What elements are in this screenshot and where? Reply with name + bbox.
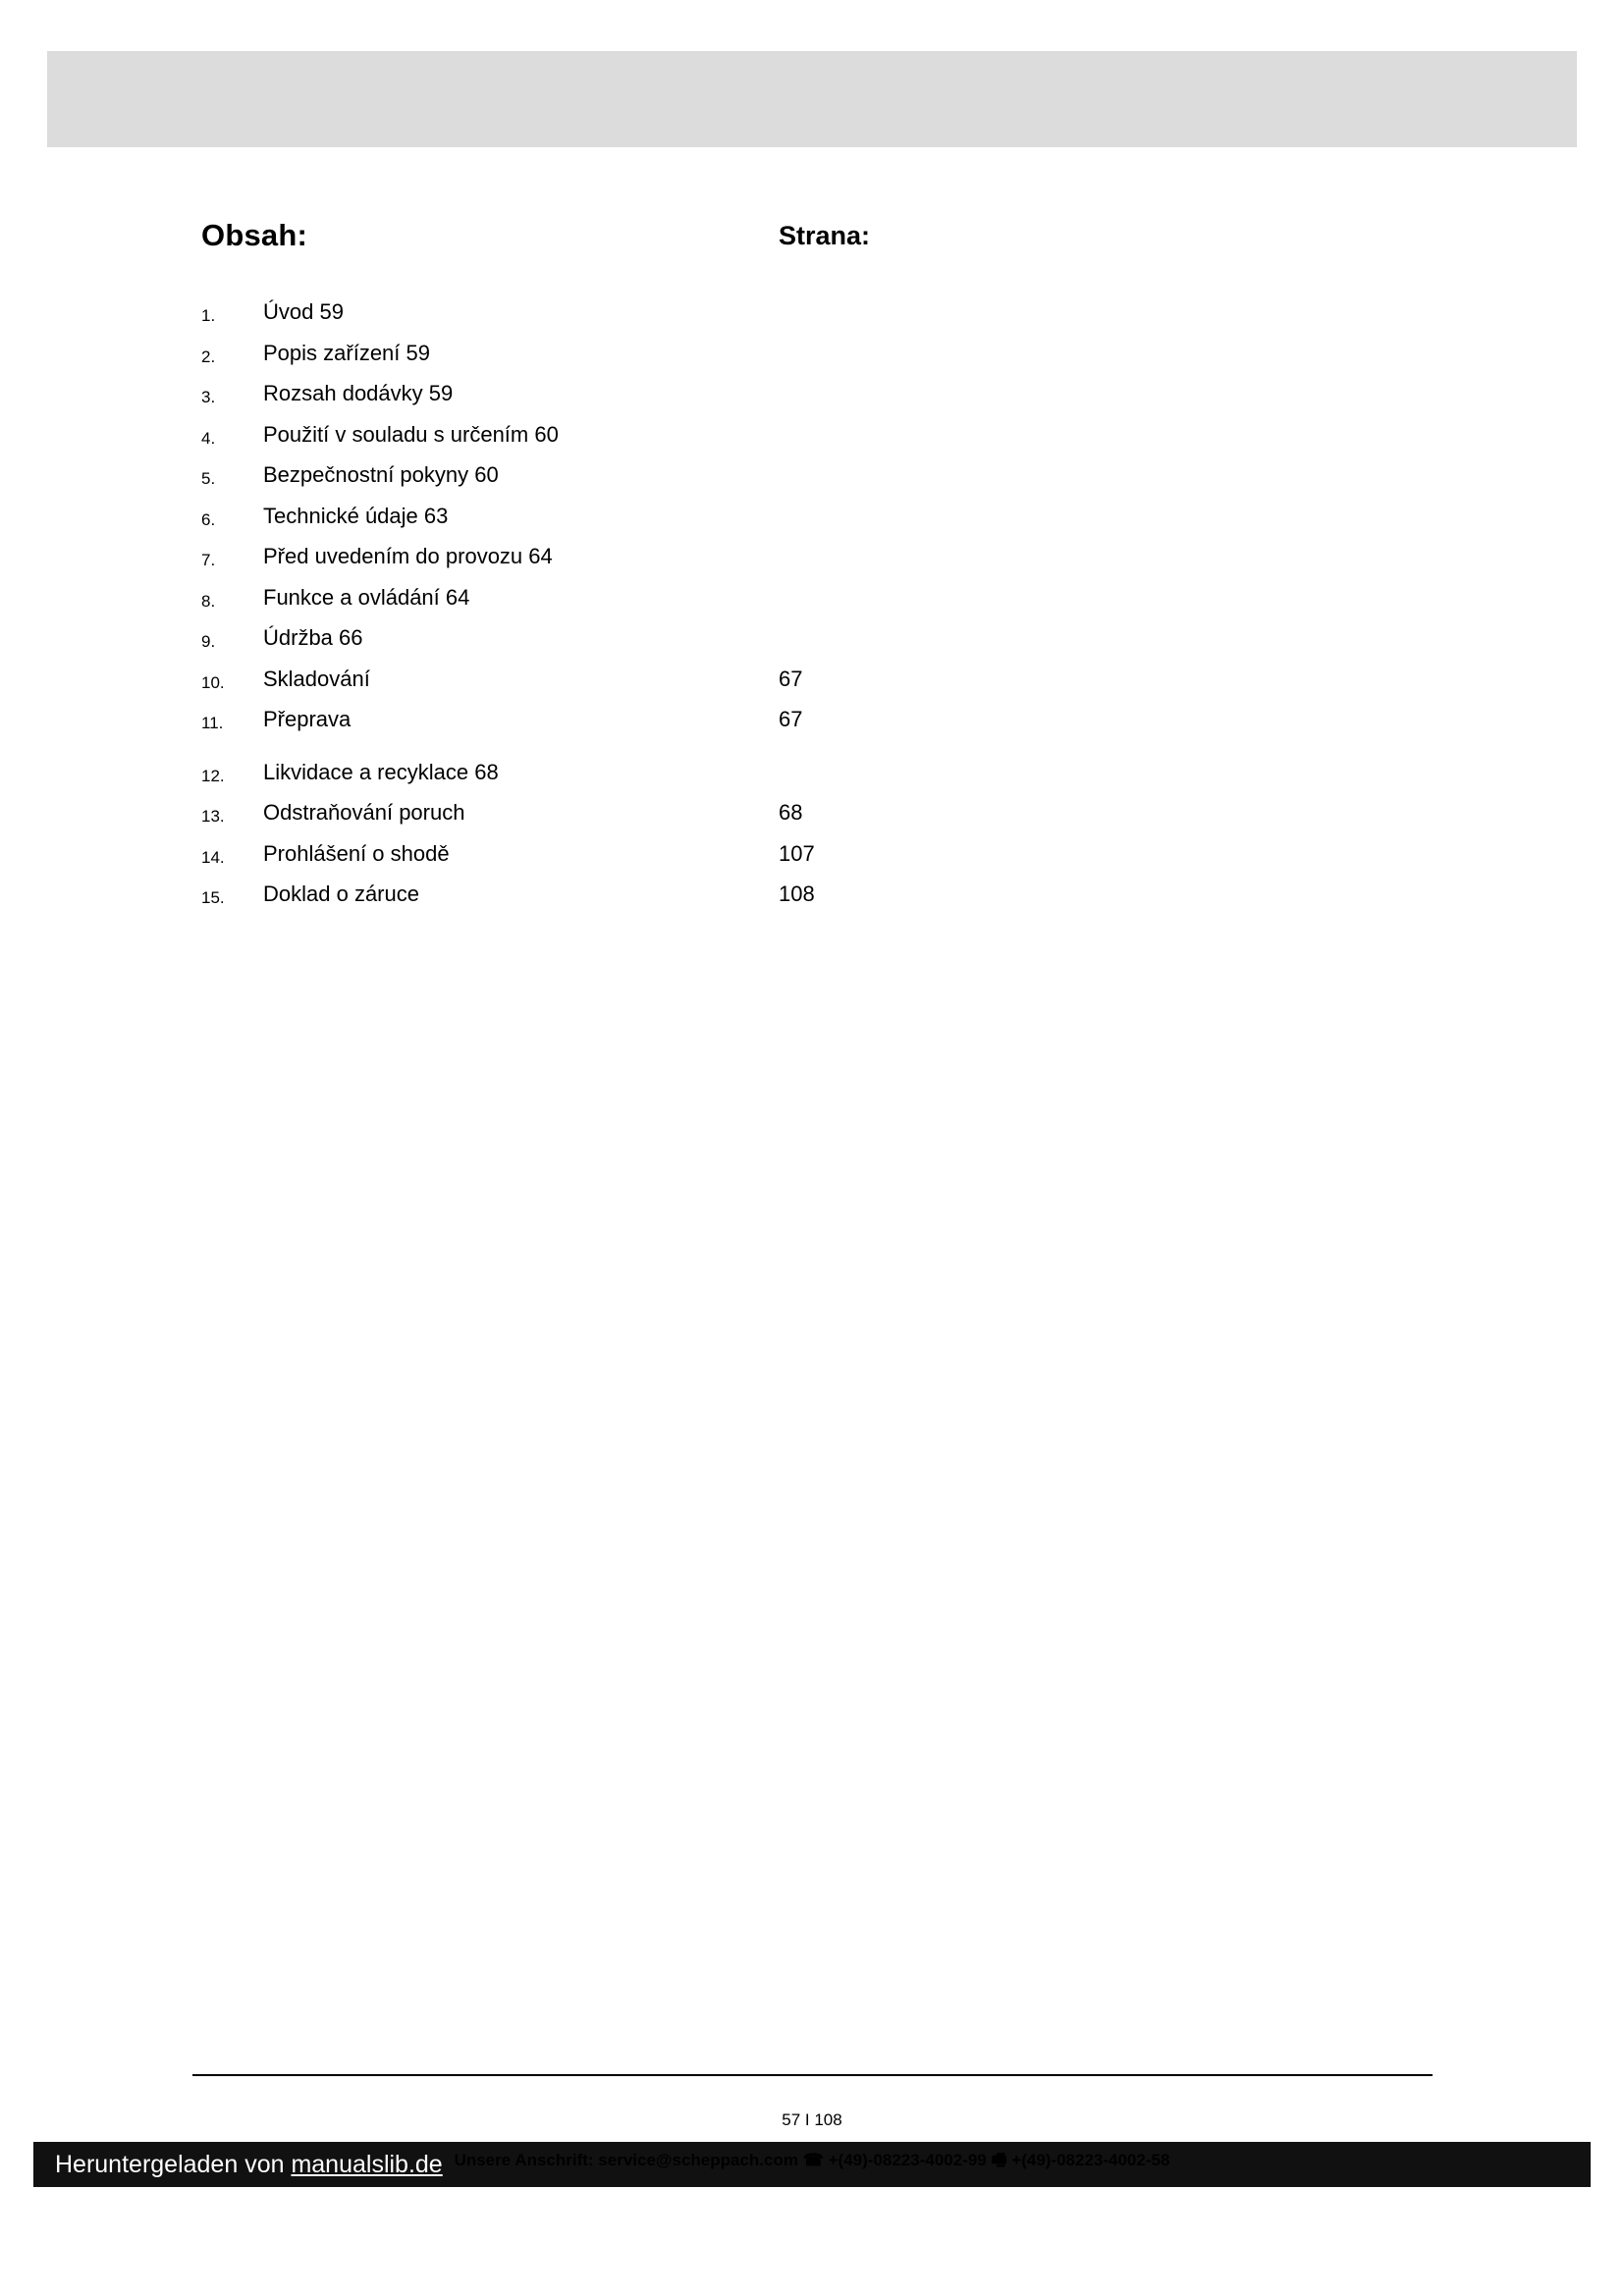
toc-entry-label: Popis zařízení 59 (263, 340, 430, 365)
toc-entry-number: 8. (201, 591, 216, 611)
toc-entry-label: Likvidace a recyklace 68 (263, 759, 499, 784)
toc-entry-number: 11. (201, 714, 224, 732)
toc-entry-label: Rozsah dodávky 59 (263, 381, 454, 405)
header-band (47, 51, 1577, 147)
toc-entry-label: Prohlášení o shodě (263, 840, 450, 866)
toc-entry-label: Technické údaje 63 (263, 503, 449, 528)
download-watermark (33, 2142, 1591, 2187)
footer-divider (192, 2074, 1433, 2076)
toc-entry-number: 12. (201, 766, 225, 785)
footer-contact-fax: 🖷 +(49)-08223-4002-58 (991, 2151, 1170, 2169)
toc-entry-number: 3. (201, 388, 216, 406)
toc-entry[interactable] (201, 800, 1380, 841)
toc-entry[interactable] (201, 760, 1380, 801)
toc-entry-page: 68 (779, 800, 803, 825)
toc-entry[interactable] (201, 299, 1380, 341)
toc-header-row (201, 218, 1380, 261)
toc-entry-number: 7. (201, 551, 216, 569)
manualslib-link[interactable]: manualslib.de (291, 2151, 443, 2178)
toc-entry[interactable] (201, 667, 1380, 708)
toc-entry-label: Údržba 66 (263, 625, 363, 650)
toc-entry-page: 107 (779, 840, 815, 866)
toc-entry[interactable] (201, 341, 1380, 382)
watermark-prefix: Heruntergeladen von (55, 2151, 292, 2178)
toc-entry-number: 13. (201, 807, 225, 826)
toc-entry-label: Funkce a ovládání 64 (263, 584, 470, 610)
toc-entry-page: 67 (779, 666, 803, 691)
footer-page-number: 57 I 108 (782, 2110, 842, 2129)
toc-entry[interactable] (201, 504, 1380, 545)
toc-entry[interactable] (201, 881, 1380, 923)
toc-entry-number: 14. (201, 847, 225, 867)
toc-entry[interactable] (201, 625, 1380, 667)
toc-entry-number: 9. (201, 632, 216, 651)
toc-entry[interactable] (201, 462, 1380, 504)
toc-entry-number: 10. (201, 672, 225, 692)
table-of-contents (201, 299, 1380, 923)
toc-entry-label: Doklad o záruce (263, 881, 419, 906)
toc-entry[interactable] (201, 841, 1380, 882)
toc-entry-label: Před uvedením do provozu 64 (263, 544, 553, 568)
toc-entry[interactable] (201, 585, 1380, 626)
page-column-heading: Strana: (779, 221, 871, 250)
toc-entry[interactable] (201, 422, 1380, 463)
toc-entry-number: 4. (201, 428, 216, 448)
toc-entry-number: 5. (201, 469, 216, 488)
toc-entry-page: 108 (779, 881, 815, 906)
toc-entry-label: Úvod 59 (263, 299, 344, 324)
toc-entry-number: 15. (201, 888, 225, 907)
toc-entry[interactable] (201, 381, 1380, 422)
toc-entry-label: Přeprava (263, 707, 352, 731)
toc-entry[interactable] (201, 707, 1380, 748)
toc-entry-label: Skladování (263, 666, 370, 691)
footer-contact-phone: ☎ +(49)-08223-4002-99 (802, 2151, 987, 2169)
toc-entry-label: Použití v souladu s určením 60 (263, 421, 559, 447)
toc-entry-label: Bezpečnostní pokyny 60 (263, 462, 499, 487)
toc-entry-label: Odstraňování poruch (263, 800, 465, 825)
toc-entry-page: 67 (779, 707, 803, 731)
toc-entry-number: 2. (201, 347, 216, 366)
toc-entry[interactable] (201, 544, 1380, 585)
footer-contact-part: Unsere Anschrift: service@scheppach.com (454, 2151, 798, 2169)
page-title: Obsah: (201, 218, 307, 252)
toc-entry-number: 1. (201, 306, 216, 325)
toc-entry-number: 6. (201, 509, 216, 529)
